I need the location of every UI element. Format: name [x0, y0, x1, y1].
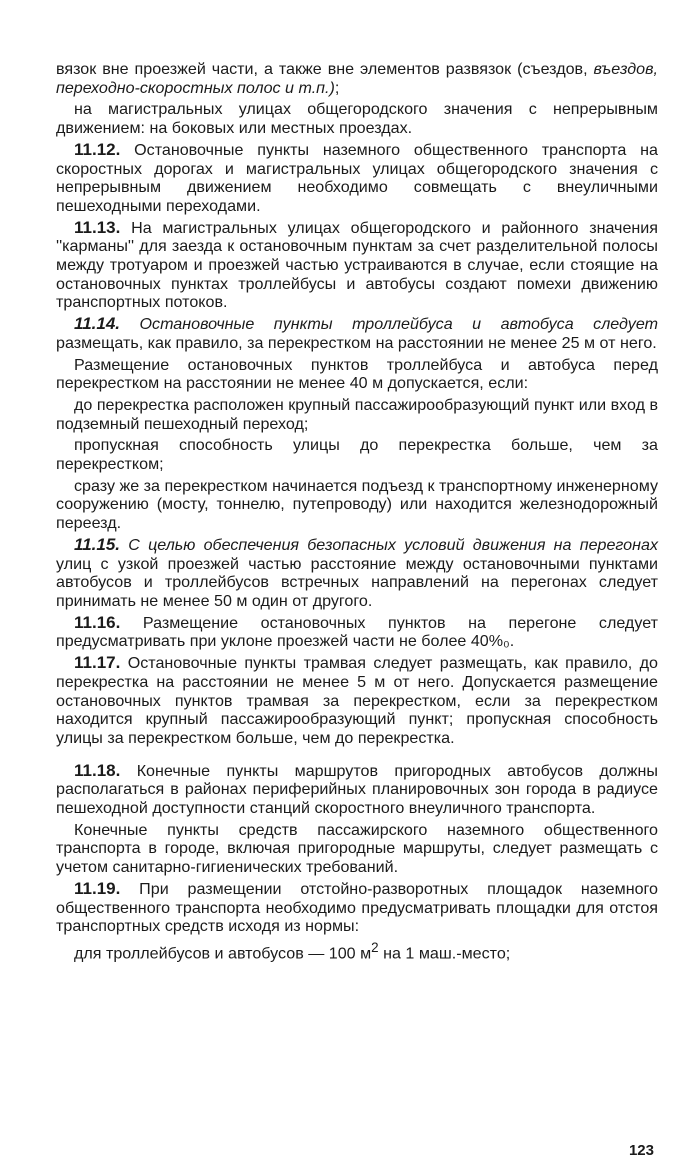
clause-11-18: 11.18. Конечные пункты маршрутов пригородных автобусов должны располагаться в районах периферийных планировочных зон города в радиусе пешеходной доступности станций скоростного внеуличного транспорта. — [56, 760, 658, 818]
condition-item: пропускная способность улицы до перекрестка больше, чем за перекрестком; — [56, 436, 658, 474]
clause-number: 11.16. — [74, 612, 121, 632]
clause-11-17: 11.17. Остановочные пункты трамвая следует размещать, как правило, до перекрестка на расстоянии не менее 5 м от него. Допускается размещение остановочных пунктов трамвая за перекрестком, если за перекрестком находится крупный пассажирообразующий пункт; пропускная способность улицы за перекрестком больше, чем до перекрестка. — [56, 653, 658, 747]
clause-11-14: 11.14. Остановочные пункты троллейбуса и автобуса следует размещать, как правило, за перекрестком на расстоянии не менее 25 м от него. — [56, 314, 658, 352]
norm-trolleybus-bus: для троллейбусов и автобусов — 100 $м^2$ на 1 маш.-место; — [74, 939, 511, 963]
paragraph-before-intersection: Размещение остановочных пунктов троллейбуса и автобуса перед перекрестком на расстоянии не менее 40 м допускается, если: — [56, 355, 658, 393]
clause-number: 11.17. — [74, 653, 121, 673]
clause-11-16: 11.16. Размещение остановочных пунктов на перегоне следует предусматривать при уклоне проезжей части не более 40%₀. — [56, 612, 658, 651]
paragraph-highways-side-roads: на магистральных улицах общегородского значения с непрерывным движением: на боковых или местных проездах. — [56, 100, 658, 138]
clause-11-13: 11.13. На магистральных улицах общегородского и районного значения ''карманы'' для заезда к остановочным пунктам за счет разделительной полосы между тротуаром и проезжей частью устраиваются в случае, если стоящие на остановочных пунктах троллейбусы и автобусы создают помехи движению транспортных потоков. — [56, 217, 658, 312]
condition-item: сразу же за перекрестком начинается подъезд к транспортному инженерному сооружению (мосту, тоннелю, путепроводу) или находится железнодорожный переезд. — [56, 476, 659, 533]
clause-number: 11.12. — [74, 139, 121, 159]
clause-number: 11.19. — [74, 878, 121, 898]
clause-number: 11.15. — [74, 534, 121, 554]
clause-number: 11.18. — [74, 760, 121, 780]
clause-number: 11.14. — [74, 314, 121, 334]
clause-11-12: 11.12. Остановочные пункты наземного общественного транспорта на скоростных дорогах и магистральных улицах общегородского значения с непрерывным движением необходимо совмещать с внеуличными пешеходными переходами. — [56, 139, 658, 215]
clause-11-19: 11.19. При размещении отстойно-разворотных площадок наземного общественного транспорта необходимо предусматривать площадки для отстоя транспортных средств исходя из нормы: — [56, 878, 658, 936]
condition-item: до перекрестка расположен крупный пассажирообразующий пункт или вход в подземный пешеходный переход; — [56, 395, 658, 433]
paragraph-continuation: вязок вне проезжей части, а также вне элементов развязок (съездов, въездов, переходно-скоростных полос и т.п.); — [56, 60, 658, 97]
page-number: 123 — [628, 1142, 654, 1159]
clause-number: 11.13. — [74, 217, 121, 237]
clause-11-15: 11.15. С целью обеспечения безопасных условий движения на перегонах улиц с узкой проезжей частью расстояние между остановочными пунктами автобусов и троллейбусов встречных направлений на перегонах следует принимать не менее 50 м один от другого. — [56, 534, 658, 610]
paragraph-terminal-stations: Конечные пункты средств пассажирского наземного общественного транспорта в городе, включая пригородные маршруты, следует размещать с учетом санитарно-гигиенических требований. — [56, 820, 658, 877]
superscript-2: 2 — [371, 939, 379, 955]
